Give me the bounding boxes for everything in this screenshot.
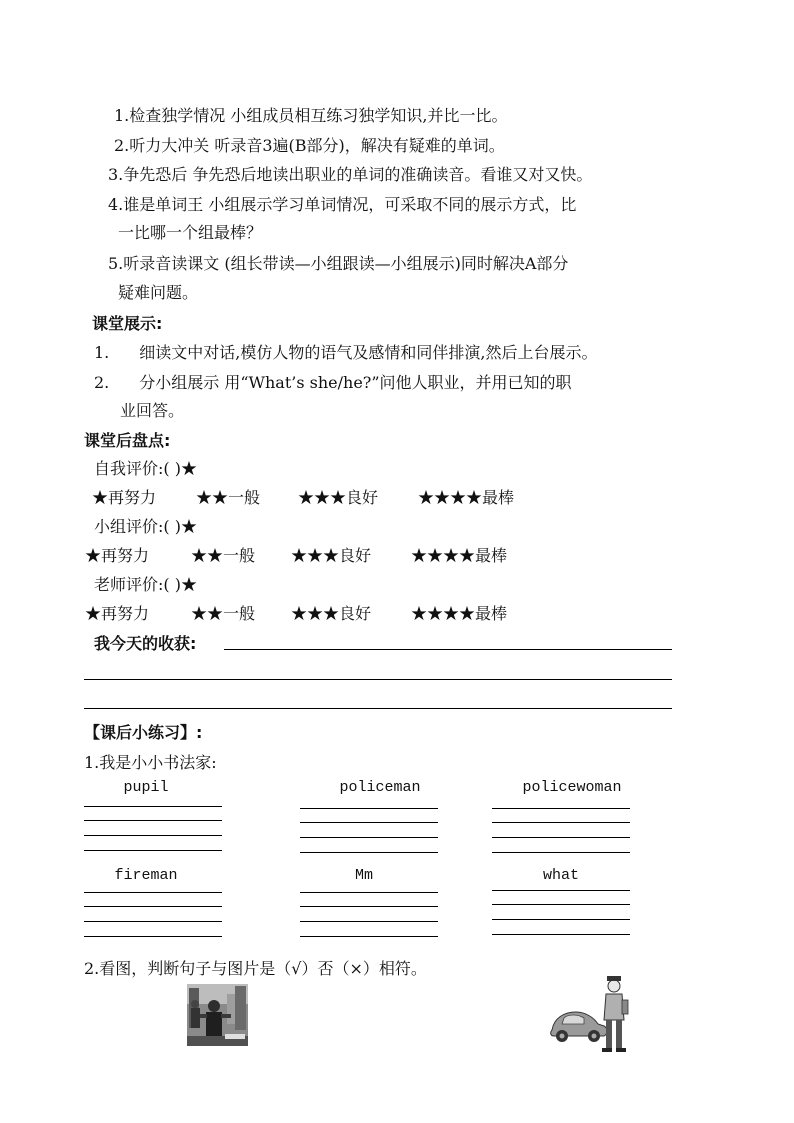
step-3: [108, 162, 592, 185]
scale-4: ★★★★最棒: [411, 604, 508, 623]
step-text: 听力大冲关 听录音3遍(B部分)，解决有疑难的单词。: [129, 136, 505, 155]
review-title: 课堂后盘点:: [84, 431, 171, 450]
item-text: 细读文中对话,模仿人物的语气及感情和同伴排演,然后上台展示。: [139, 343, 598, 362]
step-num: 5.: [108, 254, 124, 273]
scale-3: ★★★良好: [298, 488, 379, 507]
step-5-cont: 疑难问题。: [118, 283, 199, 302]
car-policeman-icon: [548, 972, 640, 1054]
practice-title: 【课后小练习】:: [84, 723, 203, 742]
word-policewoman: policewoman: [522, 779, 622, 796]
step-num: 4.: [108, 195, 124, 214]
q1-title: 1.我是小小书法家:: [84, 753, 217, 772]
q2-title: 2.看图，判断句子与图片是（√）否（×）相符。: [84, 959, 427, 978]
scale-2: ★★一般: [196, 488, 261, 507]
group-eval-label: 小组评价:( )★: [94, 517, 197, 536]
step-2: [114, 133, 505, 156]
harvest-line-1[interactable]: [224, 649, 672, 650]
scale-2: ★★一般: [191, 546, 256, 565]
scale-1: ★再努力: [92, 488, 157, 507]
self-eval-label: 自我评价:( )★: [94, 459, 197, 478]
word-what: what: [542, 867, 579, 884]
scale-3: ★★★良好: [291, 604, 372, 623]
teacher-eval-label: 老师评价:( )★: [94, 575, 197, 594]
step-num: 3.: [108, 165, 124, 184]
step-4-cont: 一比哪一个组最棒？: [118, 223, 263, 242]
word-pupil: pupil: [123, 779, 169, 796]
step-5: [108, 251, 568, 274]
harvest-line-2[interactable]: [84, 679, 672, 680]
scale-1: ★再努力: [85, 604, 150, 623]
step-text: 检查独学情况 小组成员相互练习独学知识,并比一比。: [129, 106, 508, 125]
item-num: 1.: [94, 343, 110, 362]
word-policeman: policeman: [339, 779, 421, 796]
scale-3: ★★★良好: [291, 546, 372, 565]
item-text: 分小组展示 用“What’s she/he?”问他人职业，并用已知的职: [139, 373, 572, 392]
scale-2: ★★一般: [191, 604, 256, 623]
step-num: 1.: [114, 106, 130, 125]
scale-1: ★再努力: [85, 546, 150, 565]
step-1: [114, 103, 507, 126]
step-num: 2.: [114, 136, 130, 155]
word-mm: Mm: [354, 867, 373, 884]
step-text: 听录音读课文 (组长带读—小组跟读—小组展示)同时解决A部分: [123, 254, 569, 273]
class-show-item-2: [94, 370, 572, 393]
item-num: 2.: [94, 373, 110, 392]
class-show-item-2-cont: 业回答。: [120, 401, 185, 420]
harvest-line-3[interactable]: [84, 708, 672, 709]
scale-4: ★★★★最棒: [418, 488, 515, 507]
scale-4: ★★★★最棒: [411, 546, 508, 565]
photo-people-icon: [187, 984, 248, 1046]
step-text: 谁是单词王 小组展示学习单词情况，可采取不同的展示方式，比: [123, 195, 577, 214]
class-show-item-1: [94, 340, 597, 363]
step-text: 争先恐后 争先恐后地读出职业的单词的准确读音。看谁又对又快。: [123, 165, 593, 184]
word-fireman: fireman: [114, 867, 178, 884]
step-4: [108, 192, 576, 215]
harvest-label: 我今天的收获:: [94, 634, 197, 653]
class-show-title: 课堂展示:: [92, 314, 163, 333]
